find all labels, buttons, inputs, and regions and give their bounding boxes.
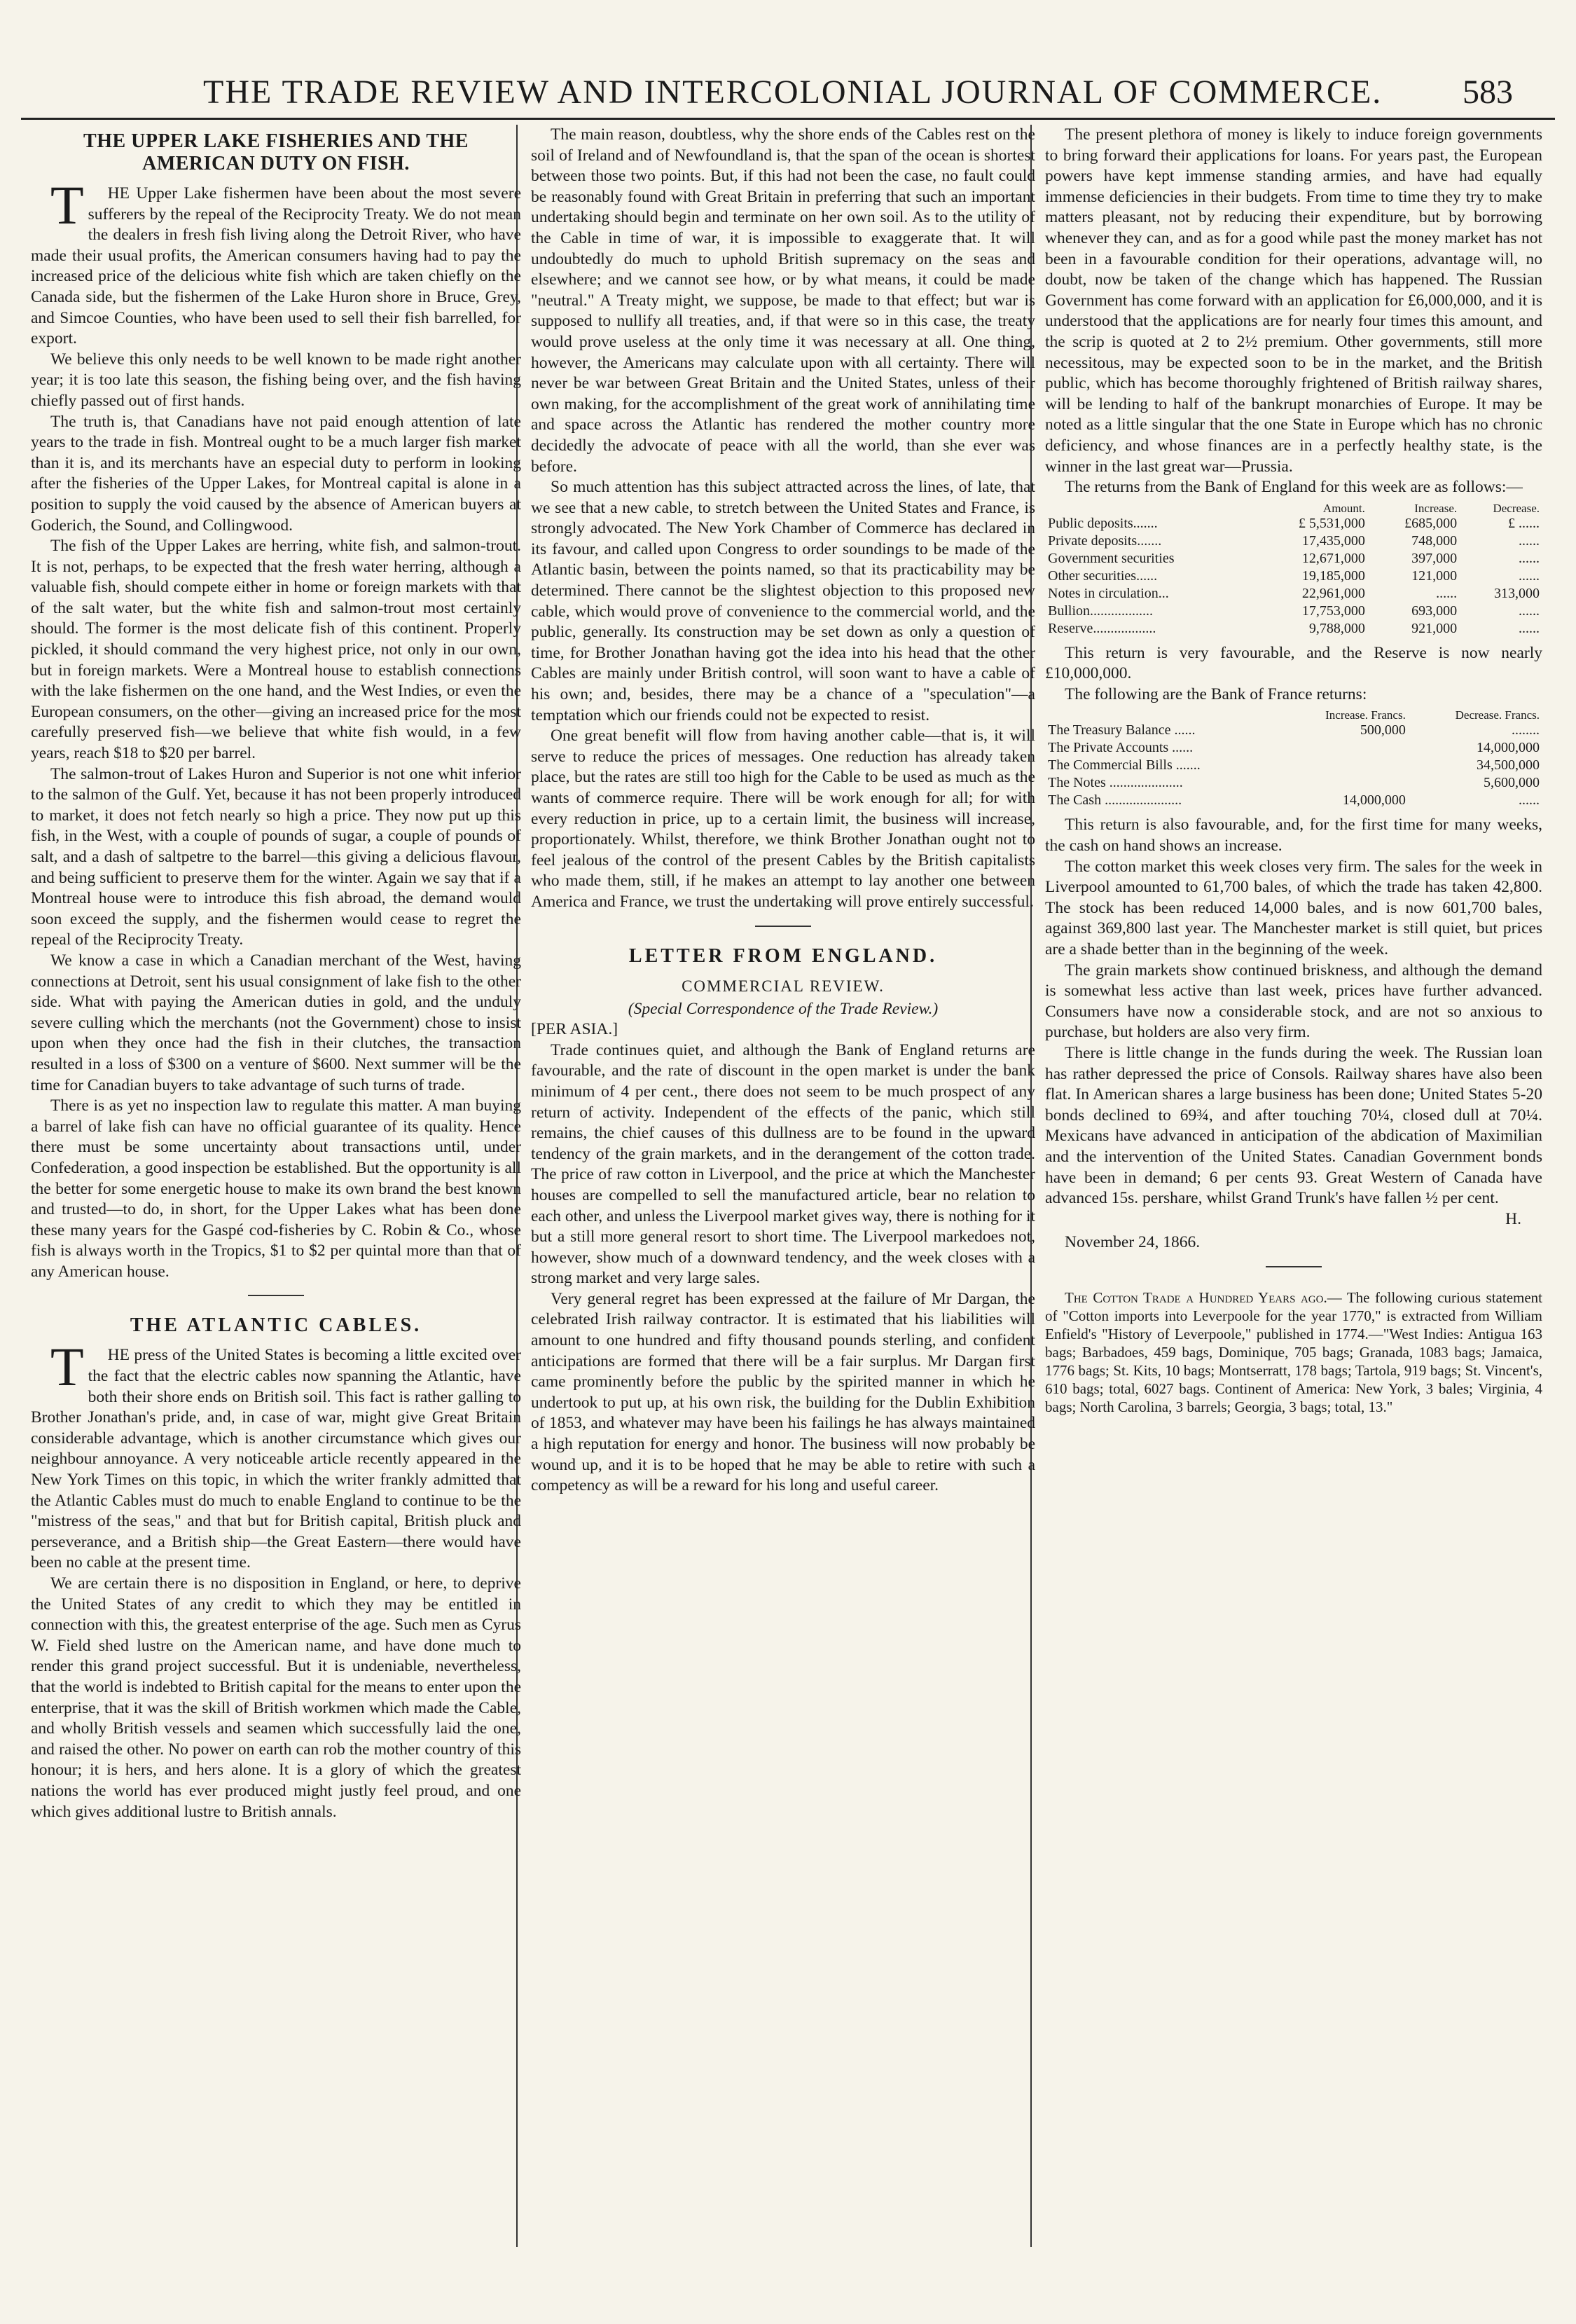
cotton-note-text: The following curious statement of "Cotton imports into Leverpoole for the year 1770," is extracted from William Enfield's "History of Leverpoole," published in 1774.—"West Indies: Antigua 163 bags; Barbadoes, 459 bags, Dominique, 705 bags; Granada, 1083 bags; Jamaica, 1776 bags; St. Kits, 10 bags; Montserratt, 178 bags; Tartola, 919 bags; St. Vincent's, 610 bags; total, 6027 bags. Continent of America: New York, 3 bales; Virginia, 4 bags; North Carolina, 3 barrels; Georgia, 3 bags; total, 13.": [1045, 1288, 1543, 1415]
article-byline: (Special Correspondence of the Trade Review.): [628, 999, 939, 1018]
table-cell: [1280, 774, 1409, 792]
table-header: Amount.: [1322, 501, 1365, 515]
fisheries-paragraph: THE Upper Lake fishermen have been about the most severe sufferers by the repeal of the Reciprocity Treaty. We do not mean the dealers in fresh fish living along the Detroit River, who have made their usual profits, the American consumers having had to pay the increased price of the delicious white fish which are taken chiefly on the Canada side, but the fishermen of the Lake Huron shore in Bruce, Grey, and Simcoe Counties, who have been used to sell their fish barrelled, for export.: [31, 174, 521, 348]
table-cell: 22,961,000: [1301, 585, 1365, 601]
table-row: [1045, 774, 1542, 792]
article-divider: [755, 926, 811, 927]
table-cell: 14,000,000: [1477, 740, 1540, 756]
cables-paragraph: One great benefit will flow from having another cable—that is, it will serve to reduce the prices of messages. One reduction has already taken place, but the rates are still too high for the Cable to be used as much as the wants of commerce require. There will be work enough for all; for with every reduction in price, up to a certain limit, the business will increase, proportionately. Whilst, therefore, we think Brother Jonathan ought not to feel jealous of the control of the present Cables by the British capitalists who made them, still, if he makes an attempt to lay another one between America and France, we trust the undertaking will prove entirely successful.: [531, 727, 1035, 911]
table-cell: ......: [1519, 532, 1540, 549]
table-row: [1045, 568, 1542, 585]
fisheries-paragraph: We know a case in which a Canadian merchant of the West, having connections at Detroit, sent his usual consignment of lake fish to the other side. What with paying the American duties in gold, and the unduly severe culling which the merchants (not the Government) chose to insist upon when they once had the fish in their clutches, the transaction resulted in a loss of $300 on a venture of $600. Next summer will be the time for Canadian buyers to take advantage of such turns of trade.: [31, 951, 521, 1094]
table-cell: The Notes .....................: [1048, 775, 1183, 791]
table-cell: 313,000: [1494, 585, 1540, 601]
table-cell: 748,000: [1411, 532, 1458, 549]
journal-title: THE TRADE REVIEW AND INTERCOLONIAL JOURNAL OF COMMERCE.: [203, 74, 1383, 111]
fisheries-paragraph: The truth is, that Canadians have not paid enough attention of late years to the trade in fish. Montreal ought to be a much larger fish market than it is, and its merchants have an especial duty to perform in looking after the fisheries of the Upper Lakes, for Montreal capital is alone in a position to supply the void caused by the absence of American buyers at Goderich, the Sound, and Collingwood.: [31, 412, 521, 535]
table-cell: Notes in circulation...: [1048, 585, 1169, 601]
table-row: [1045, 757, 1542, 774]
table-row: [1045, 792, 1542, 809]
article-subheading: COMMERCIAL REVIEW.: [682, 977, 885, 995]
header-rule: [21, 118, 1555, 120]
letter-paragraph: There is little change in the funds during the week. The Russian loan has rather depressed the price of Consols. Railway shares have also been flat. In American shares a large business has been done; United States 5-20 bonds declined to 69¾, and after touching 70¼, closed dull at 70¼. Mexicans have advanced in anticipation of the abdication of Maximilian and the intervention of the United States. Canadian Government bonds have been in demand; 6 per cents 93. Great Western of Canada have advanced 15s. pershare, whilst Grand Trunk's have fallen ½ per cent.: [1045, 1044, 1542, 1208]
cotton-trade-note: [1045, 1288, 1542, 1416]
letter-paragraph: The grain markets show continued briskness, and although the demand is somewhat less active than last week, prices have further advanced. Consumers have now a considerable stock, and are not so anxious to purchase, but holders are also very firm.: [1045, 961, 1542, 1042]
table-cell: ......: [1436, 585, 1458, 601]
letter-paragraph: The present plethora of money is likely to induce foreign governments to bring forward their applications for loans. For years past, the European powers have kept immense standing armies, and have had equally immense deficiencies in their budgets. From time to time they try to make matters pleasant, not by reducing their expenditure, but by borrowing whenever they can, and as for a good while past the money market has not been in a favourable condition for their operations, advantage will, no doubt, now be taken of the change which has happened. The Russian Government has come forward with an application for £6,000,000, and it is understood that the applications are for nearly four times this amount, and the scrip is quoted at 2 to 2½ premium. Other governments, still more necessitous, may be expected soon to be in the market, and the British public, which has become thoroughly frightened of British railway shares, will be lending to half of the bankrupt monarchies of Europe. It may be noted as a little singular that the one State in Europe which has no chronic deficiency, and whose finances are in a perfectly healthy state, is the winner in the last great war—Prussia.: [1045, 125, 1542, 476]
table-cell: Other securities......: [1048, 568, 1158, 584]
table-cell: Public deposits.......: [1048, 515, 1158, 531]
page-header: [42, 67, 1534, 123]
fisheries-paragraph: The fish of the Upper Lakes are herring, white fish, and salmon-trout. It is not, perhaps, to be expected that the fresh water herring, although a valuable fish, should compete either in home or foreign markets with that of the salt water, but the white fish and salmon-trout most certainly should. The former is the most delicate fish of this continent. Properly pickled, it should command the very highest price, not only in our own, but in foreign markets. Were a Montreal house to establish connections with the lake fishermen on the one hand, and the West Indies, or even the European consumers, on the other—giving an increased price for the most carefully preserved fish—we believe that white fish would, in a few years, reach $18 to $20 per barrel.: [31, 537, 521, 763]
table-header: Decrease.: [1493, 501, 1540, 515]
letter-paragraph: The returns from the Bank of England for this week are as follows:—: [1065, 478, 1523, 497]
cables-paragraph: We are certain there is no disposition in England, or here, to deprive the United States of any credit to which they may be entitled in connection with this, the greatest enterprise of the age. Such men as Cyrus W. Field shed lustre on the American name, and have done much to render this grand project successful. But it is undeniable, nevertheless, that the world is indebted to British capital for the means to enter upon the enterprise, that it was the skill of British workmen which made the Cable, and wholly British vessels and seamen which successfully laid the one, and raised the other. No power on earth can rob the mother country of this honour; it is hers, and hers alone. It is a glory of which the greatest nations the world has ever produced might justly feel proud, and one which gives additional lustre to British annals.: [31, 1574, 521, 1821]
letter-paragraph: The cotton market this week closes very firm. The sales for the week in Liverpool amounted to 61,700 bales, of which the trade has taken 42,800. The stock has been reduced 14,000 bales, and is now 601,700 bales, against 369,800 last year. The Manchester market is still quiet, but prices are a shade better than in the beginning of the week.: [1045, 857, 1542, 959]
table-cell: ........: [1512, 722, 1540, 738]
table-cell: Government securities: [1048, 550, 1175, 566]
page-number: 583: [1463, 74, 1513, 111]
article-heading-fisheries: THE UPPER LAKE FISHERIES AND THE AMERICAN DUTY ON FISH.: [83, 130, 469, 174]
table-cell: 17,753,000: [1301, 603, 1365, 619]
column-1: [21, 125, 531, 2240]
letter-signature: H.: [1505, 1209, 1521, 1228]
table-cell: 921,000: [1411, 620, 1458, 636]
table-cell: ......: [1519, 792, 1540, 809]
table-cell: [1280, 757, 1409, 774]
table-cell: 5,600,000: [1484, 775, 1540, 791]
cables-paragraph: So much attention has this subject attracted across the lines, of late, that we see that a new cable, to stretch between the United States and France, is strongly advocated. The New York Chamber of Commerce has declared in its favour, and called upon Congress to order soundings to be made of the Atlantic basin, between the points named, so that its practicability may be determined. There cannot be the slightest objection to this proposed new cable, which would prove of convenience to the commercial world, and the public, generally. Its construction may be set down as only a question of time, for Brother Jonathan having got the idea into his head that the other Cables are mainly under British control, will soon want to have a cable of his own; and, besides, there may be a chance of a "speculation"—a temptation which our friends could not be expected to resist.: [531, 478, 1035, 724]
table-header: [1045, 709, 1280, 722]
table-cell: ......: [1519, 568, 1540, 584]
table-cell: [1280, 739, 1409, 757]
table-cell: £685,000: [1404, 515, 1458, 531]
article-divider: [1266, 1266, 1322, 1267]
table-row: [1045, 515, 1542, 532]
table-row: [1045, 532, 1542, 550]
table-cell: The Cash ......................: [1048, 792, 1182, 809]
table-cell: ......: [1519, 550, 1540, 566]
table-row: [1045, 603, 1542, 620]
cables-paragraph: THE press of the United States is becoming a little excited over the fact that the electric cables now spanning the Atlantic, have both their shore ends on British soil. This fact is rather galling to Brother Jonathan's pride, and, in case of war, might give Great Britain considerable advantage, which is another circumstance which gives our neighbour annoyance. A very noticeable article recently appeared in the New York Times on this topic, in which the writer frankly admitted that the Atlantic Cables must do much to enable England to continue to be the "mistress of the seas," and that but for British capital, British pluck and perseverance, and a British ship—the Great Eastern—there would have been no cable at the present time.: [31, 1336, 521, 1572]
table-cell: 14,000,000: [1342, 792, 1406, 809]
fisheries-paragraph: The salmon-trout of Lakes Huron and Superior is not one whit inferior to the salmon of the Gulf. Yet, because it has not been properly introduced to market, it does not fetch nearly so high a price. They now put up this fish, in the West, with a couple of pounds of sugar, a couple of pounds of salt, and a dash of saltpetre to the barrel—this giving a delicious flavour, and being sufficient to preserve them for the winter. Again we say that if a Montreal house were to introduce this fish abroad, the demand would soon exceed the supply, and the fishermen would cease to regret the repeal of the Reciprocity Treaty.: [31, 764, 521, 949]
table-cell: The Commercial Bills .......: [1048, 757, 1201, 773]
table-cell: 121,000: [1411, 568, 1458, 584]
table-cell: Private deposits.......: [1048, 532, 1162, 549]
article-divider: [248, 1295, 304, 1296]
article-heading-letter: LETTER FROM ENGLAND.: [628, 944, 938, 967]
table-row: [1045, 739, 1542, 757]
table-row: [1045, 585, 1542, 603]
table-header: [1045, 502, 1254, 515]
dispatch-note: [PER ASIA.]: [531, 1020, 618, 1039]
bank-of-france-table: [1045, 709, 1542, 809]
table-row: [1045, 550, 1542, 568]
table-cell: ......: [1519, 620, 1540, 636]
table-cell: ......: [1519, 603, 1540, 619]
table-cell: £ ......: [1508, 515, 1540, 531]
letter-paragraph: This return is also favourable, and, for the first time for many weeks, the cash on hand shows an increase.: [1045, 816, 1542, 855]
table-cell: £ 5,531,000: [1298, 515, 1365, 531]
table-cell: 17,435,000: [1301, 532, 1365, 549]
table-cell: 19,185,000: [1301, 568, 1365, 584]
letter-paragraph: The following are the Bank of France returns:: [1065, 685, 1367, 703]
fisheries-paragraph: There is as yet no inspection law to regulate this matter. A man buying a barrel of lake fish can have no official guarantee of its quality. Hence there must be some uncertainty about transactions until, under Confederation, a good inspection be established. But the opportunity is all the better for some energetic house to make its own brand the best known and trusted—to do, in short, for the Upper Lakes what has been done these many years for the Gaspé cod-fisheries by C. Robin & Co., whose fish is always worth in the Tropics, $1 to $2 per quintal more than that of any American house.: [31, 1096, 521, 1281]
table-header: Increase. Francs.: [1325, 708, 1406, 722]
article-heading-cables: THE ATLANTIC CABLES.: [130, 1314, 422, 1337]
table-cell: The Treasury Balance ......: [1048, 722, 1196, 738]
bank-of-england-table: [1045, 502, 1542, 638]
cotton-note-lead: The Cotton Trade a Hundred Years ago.—: [1065, 1288, 1342, 1306]
table-cell: 693,000: [1411, 603, 1458, 619]
cables-paragraph: The main reason, doubtless, why the shore ends of the Cables rest on the soil of Ireland and of Newfoundland is, that the span of the ocean is shortest between those two points. But, if this had not been the case, no fault could be reasonably found with Great Britain in preferring that such an important undertaking should begin and terminate on her own soil. As to the utility of the Cable in time of war, it is impossible to exaggerate that. It will undoubtedly do much to uphold British supremacy on the seas and elsewhere; and we cannot see how, or by what means, it could be made "neutral." A Treaty might, we suppose, be made to that effect; but war is supposed to nullify all treaties, and, if that were so in this case, the treaty would prove useless at the only time it was necessary at all. One thing, however, the Americans may calculate upon with all certainty. There will never be war between Great Britain and the United States, unless of their own making, for the accomplishment of the great work of annihilating time and space across the Atlantic has rendered the mother country more decidedly the advocate of peace with all the world, than she ever was before.: [531, 125, 1035, 476]
letter-date: November 24, 1866.: [1065, 1233, 1201, 1252]
fisheries-paragraph: We believe this only needs to be well known to be made right another year; it is too late this season, the fishing being over, and the fish having chiefly passed out of first hands.: [31, 350, 521, 410]
table-cell: 34,500,000: [1477, 757, 1540, 773]
table-cell: The Private Accounts ......: [1048, 740, 1194, 756]
table-cell: Bullion..................: [1048, 603, 1154, 619]
column-3: [1035, 125, 1552, 2240]
table-cell: Reserve..................: [1048, 620, 1156, 636]
column-2: [521, 125, 1045, 2240]
table-row: [1045, 722, 1542, 739]
letter-paragraph: This return is very favourable, and the Reserve is now nearly £10,000,000.: [1045, 643, 1542, 683]
letter-paragraph: Very general regret has been expressed at the failure of Mr Dargan, the celebrated Irish railway contractor. It is estimated that his liabilities will amount to one hundred and fifty thousand pounds sterling, and confident anticipations are formed that there will be a fair surplus. Mr Dargan first came prominently before the public by the spirited manner in which he undertook to put up, at his own risk, the building for the Dublin Exhibition of 1853, and whatever may have been his failings he has always maintained a high reputation for energy and honor. The business will now probably be wound up, and it is to be hoped that he may be able to retire with such a competency as will be a reward for his long and useful career.: [531, 1289, 1035, 1495]
letter-paragraph: Trade continues quiet, and although the Bank of England returns are favourable, and the rate of discount in the open market is under the bank minimum of 4 per cent., there does not seem to be much prospect of any return of activity. Independent of the effects of the panic, which still remains, the chief causes of this dullness are to be found in the upward tendency of the grain markets, and in the derangement of the cotton trade. The price of raw cotton in Liverpool, and the price at which the Manchester houses are compelled to sell the manufactured article, bear no relation to each other, and unless the Liverpool market gives way, there is nothing for it but a still more general resort to short time. The Liverpool markedoes not, however, show much of a downward tendency, and the week closes with a strong market and very large sales.: [531, 1040, 1035, 1288]
table-cell: 500,000: [1360, 722, 1406, 738]
table-header: Decrease. Francs.: [1455, 708, 1540, 722]
table-header: Increase.: [1414, 501, 1458, 515]
table-cell: 9,788,000: [1308, 620, 1365, 636]
table-cell: 397,000: [1411, 550, 1458, 566]
table-cell: 12,671,000: [1301, 550, 1365, 566]
table-row: [1045, 620, 1542, 638]
